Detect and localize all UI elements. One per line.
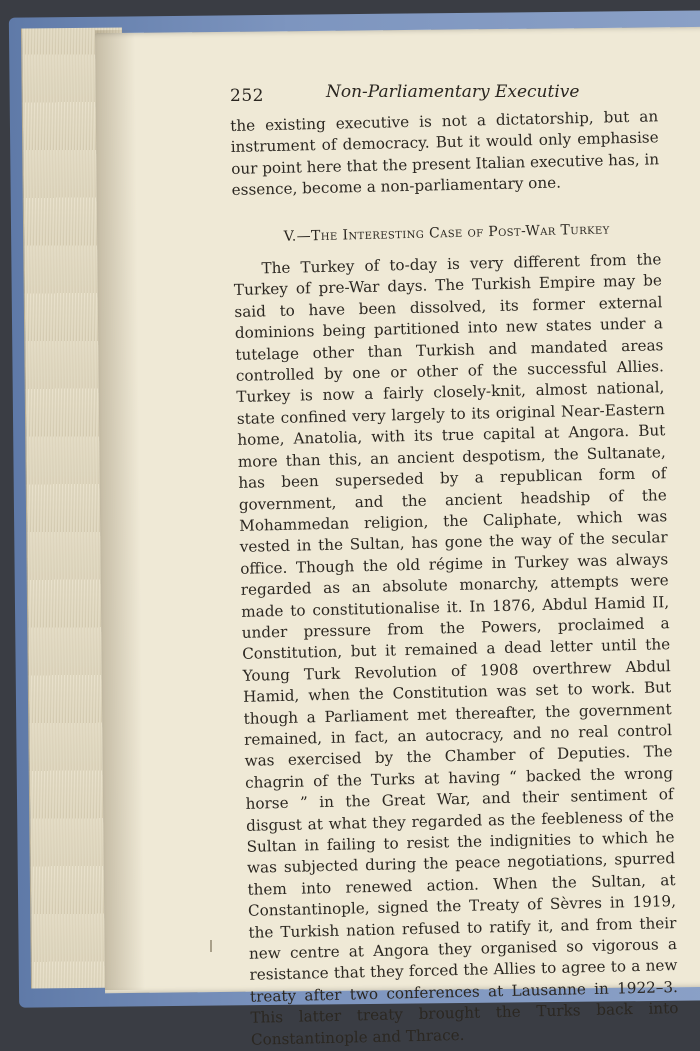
page-mark: [210, 940, 212, 952]
page-number: 252: [230, 86, 264, 106]
page-body: [230, 106, 679, 1051]
running-title: Non-Parliamentary Executive: [326, 82, 580, 102]
section-heading: V.—The Interesting Case of Post-War Turkey: [283, 221, 610, 245]
main-paragraph: The Turkey of to-day is very different from the Turkey of pre-War days. The Turkish Empire may be said to have been dissolved, its former external dominions being partitioned into new states under a tutelage other than Turkish and mandated areas controlled by one or other of the successful Allies. Turkey is now a fairly closely-knit, almost national, state confined very largely to its original Near-Eastern home, Anatolia, with its true capital at Angora. But more than this, an ancient despotism, the Sultanate, has been superseded by a republican form of government, and the ancient headship of the Mohammedan religion, the Caliphate, which was vested in the Sultan, has gone the way of the secular office. Though the old régime in Turkey was always regarded as an absolute monarchy, attempts were made to constitutionalise it. In 1876, Abdul Hamid II, under pressure from the Powers, proclaimed a Constitution, but it remained a dead letter until the Young Turk Revolution of 1908 overthrew Abdul Hamid, when the Constitution was set to work. But though a Parliament met thereafter, the government remained, in fact, an autocracy, and no real control was exercised by the Chamber of Deputies. The chagrin of the Turks at having “ backed the wrong horse ” in the Great War, and their sentiment of disgust at what they regarded as the feebleness of the Sultan in failing to resist the indignities to which he was subjected during the peace negotiations, spurred them into renewed action. When the Sultan, at Constantinople, signed the Treaty of Sèvres in 1919, the Turkish nation refused to ratify it, and from their new centre at Angora they organised so vigorous a resistance that they forced the Allies to agree to a new treaty after two conferences at Lausanne in 1922–3. This latter treaty brought the Turks back into Constantinople and Thrace.: [233, 250, 679, 1049]
opening-paragraph: the existing executive is not a dictatorship, but an instrument of democracy. But it would only emphasise our point here that the present Italian executive has, in essence, become a non-parliamentary one.: [230, 107, 660, 200]
